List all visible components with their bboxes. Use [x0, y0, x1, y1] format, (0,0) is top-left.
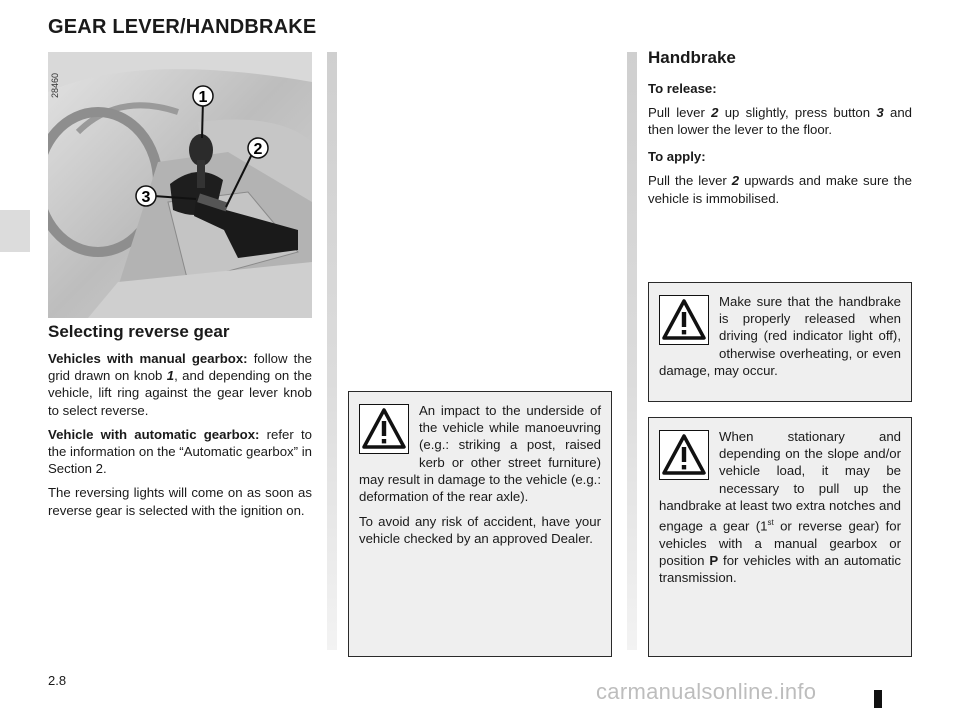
apply-instructions: Pull the lever 2 upwards and make sure the vehicle is immobilised. [648, 173, 912, 206]
corner-mark [874, 690, 882, 708]
release-heading: To release: [648, 81, 717, 96]
apply-heading: To apply: [648, 149, 706, 165]
impact-warning-box [348, 391, 612, 657]
gear-lever-photo [48, 52, 312, 318]
reversing-lights-paragraph: The reversing lights will come on as soon as reverse gear is selected with the ignition on. [48, 485, 312, 518]
automatic-gearbox-paragraph: Vehicle with automatic gearbox: refer to the information on the “Automatic gearbox” in Section 2. [48, 426, 312, 477]
section-tab [0, 210, 30, 252]
impact-warning-text: An impact to the underside of the vehicle while manoeuvring (e.g.: striking a post, raised kerb or other street furniture) may result in damage to the vehicle (e.g.: deformation of the rear axle). [359, 403, 601, 505]
page-title: GEAR LEVER/HANDBRAKE [48, 16, 317, 38]
warning-triangle-icon [359, 404, 409, 454]
photo-code: 28460 [50, 72, 60, 98]
svg-text:3: 3 [141, 189, 151, 206]
reverse-gear-heading: Selecting reverse gear [48, 322, 230, 341]
stationary-warning-text: When stationary and depending on the slope and/or vehicle load, it may be necessary to pull up the handbrake at least two extra notches and engage a gear (1st or reverse gear) for vehicles with a manual gearbox or position P for vehicles with an automatic transmission. [659, 429, 902, 586]
warning-triangle-icon [659, 295, 709, 345]
column-divider-left [327, 52, 337, 650]
callout-2 [248, 138, 268, 158]
release-instructions: Pull lever 2 up slightly, press button 3 and then lower the lever to the floor. [648, 105, 912, 138]
handbrake-heading: Handbrake [648, 48, 736, 67]
svg-text:1: 1 [198, 89, 208, 106]
callout-1 [193, 86, 213, 106]
callout-3 [136, 186, 156, 206]
handbrake-section [648, 48, 912, 218]
warning-triangle-icon [659, 430, 709, 480]
manual-gearbox-paragraph: Vehicles with manual gearbox: follow the grid drawn on knob 1, and depending on the vehicle, lift ring against the gear lever knob to select reverse. [48, 351, 312, 418]
page-number: 2.8 [48, 673, 67, 688]
handbrake-release-warning-text: Make sure that the handbrake is properly released when driving (red indicator light off), otherwise overheating, or even damage, may occur. [659, 294, 901, 378]
dealer-check-text: To avoid any risk of accident, have your vehicle checked by an approved Dealer. [359, 514, 601, 547]
handbrake-release-warning-box [648, 282, 912, 402]
svg-text:2: 2 [253, 141, 263, 158]
watermark: carmanualsonline.info [596, 679, 817, 704]
reverse-gear-section [48, 322, 312, 526]
column-divider-right [627, 52, 637, 650]
stationary-warning-box [648, 417, 912, 657]
